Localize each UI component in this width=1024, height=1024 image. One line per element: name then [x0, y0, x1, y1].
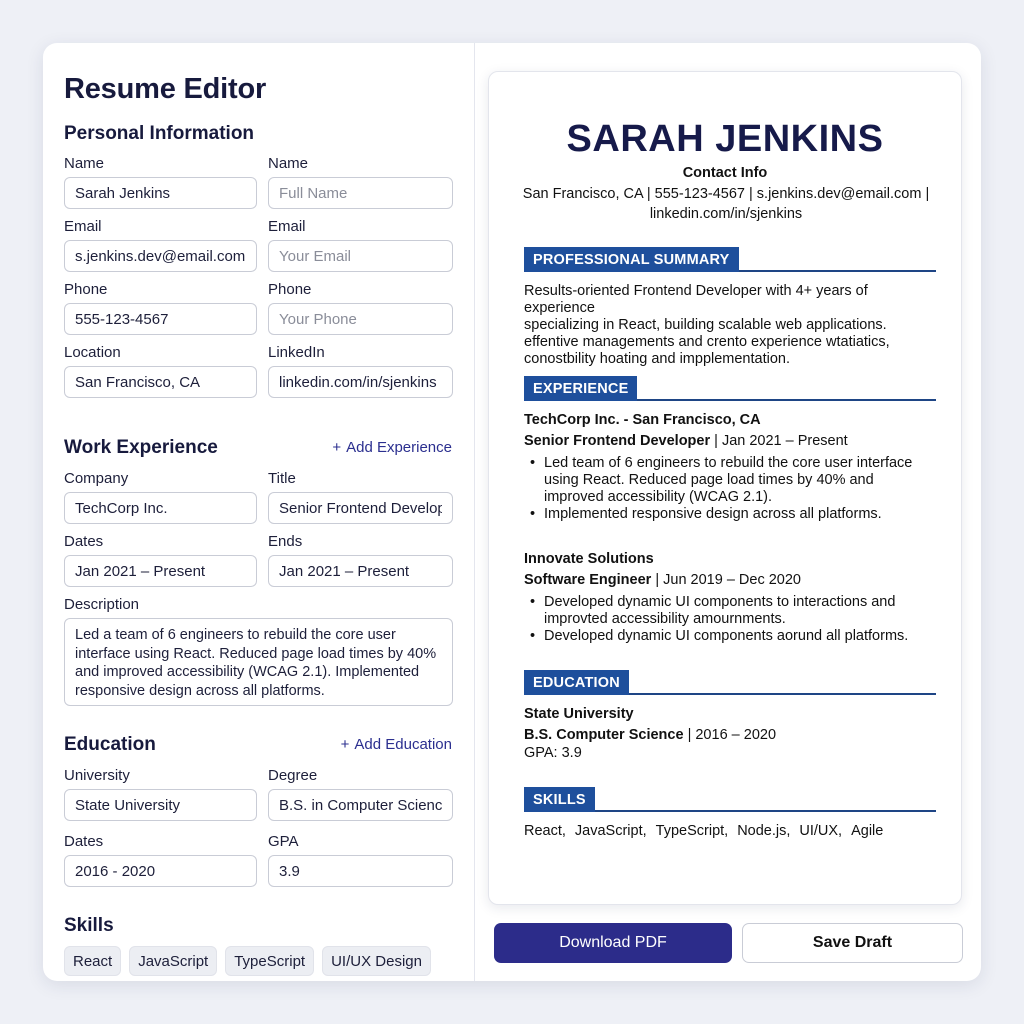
- preview-experience-section-header: [524, 376, 936, 401]
- email-input[interactable]: [64, 240, 257, 272]
- add-education-label: Add Education: [354, 736, 452, 753]
- job-role: Software Engineer | Jun 2019 – Dec 2020: [524, 572, 801, 588]
- preview-name: SARAH JENKINS: [566, 118, 884, 160]
- list-item: • Implemented responsive design across all platforms.: [524, 506, 936, 523]
- job-bullets: [524, 455, 936, 523]
- dates-label: Dates: [64, 533, 104, 550]
- personal-info-heading: Personal Information: [64, 123, 255, 144]
- education-heading: Education: [64, 734, 156, 755]
- preview-skill: Node.js,: [737, 823, 791, 839]
- preview-summary-text: [524, 283, 936, 368]
- education-dates-label: Dates: [64, 833, 104, 850]
- company-input[interactable]: [64, 492, 257, 524]
- preview-skill: JavaScript,: [574, 823, 647, 839]
- name-label: Name: [64, 155, 105, 172]
- name-label-2: Name: [268, 155, 309, 172]
- preview-skills-section-header: [524, 787, 936, 812]
- degree-input[interactable]: [268, 789, 453, 821]
- linkedin-input[interactable]: [268, 366, 453, 398]
- add-experience-link[interactable]: [332, 439, 452, 456]
- ends-label: Ends: [268, 533, 303, 550]
- plus-icon: +: [340, 736, 350, 753]
- preview-gpa: GPA: 3.9: [524, 745, 582, 761]
- phone-label: Phone: [64, 281, 108, 298]
- summary-line: Results-oriented Frontend Developer with 4+ years of experience: [524, 283, 868, 316]
- email-label: Email: [64, 218, 102, 235]
- preview-skill: UI/UX,: [799, 823, 843, 839]
- job-title-input[interactable]: [268, 492, 453, 524]
- preview-skills-list: [524, 823, 883, 839]
- preview-skills-heading: SKILLS: [524, 787, 595, 812]
- summary-line: conostbility hoating and impplementation.: [524, 351, 790, 367]
- skill-chip[interactable]: React: [64, 946, 121, 976]
- plus-icon: +: [332, 439, 342, 456]
- your-email-input[interactable]: [268, 240, 453, 272]
- start-dates-input[interactable]: [64, 555, 257, 587]
- linkedin-label: LinkedIn: [268, 344, 325, 361]
- preview-contact-line: linkedin.com/in/sjenkins: [649, 205, 803, 222]
- your-phone-input[interactable]: [268, 303, 453, 335]
- preview-summary-heading: PROFESSIONAL SUMMARY: [524, 247, 739, 272]
- preview-skill: TypeScript,: [655, 823, 729, 839]
- gpa-label: GPA: [268, 833, 299, 850]
- save-draft-button[interactable]: Save Draft: [742, 923, 963, 963]
- preview-skill: React,: [524, 823, 566, 839]
- preview-summary-section-header: [524, 247, 936, 272]
- location-label: Location: [64, 344, 121, 361]
- skill-chip[interactable]: UI/UX Design: [322, 946, 431, 976]
- summary-line: specializing in React, building scalable web applications.: [524, 317, 887, 333]
- list-item: • Developed dynamic UI components to interactions and improvted accessibility amournments.: [524, 594, 936, 628]
- preview-contact-info: [519, 185, 933, 224]
- degree-label: Degree: [268, 767, 318, 784]
- job-company: Innovate Solutions: [524, 551, 654, 567]
- name-input[interactable]: [64, 177, 257, 209]
- preview-school: State University: [524, 706, 634, 722]
- university-input[interactable]: [64, 789, 257, 821]
- education-dates-input[interactable]: [64, 855, 257, 887]
- editor-panel: [43, 43, 475, 981]
- preview-contact-heading: Contact Info: [682, 165, 768, 181]
- preview-education-section-header: [524, 670, 936, 695]
- job-company: TechCorp Inc. - San Francisco, CA: [524, 412, 761, 428]
- email-label-2: Email: [268, 218, 306, 235]
- skill-chip[interactable]: JavaScript: [129, 946, 217, 976]
- description-label: Description: [64, 596, 140, 613]
- list-item: • Developed dynamic UI components aorund all platforms.: [524, 628, 936, 645]
- skills-heading: Skills: [64, 915, 114, 936]
- university-label: University: [64, 767, 130, 784]
- preview-experience-heading: EXPERIENCE: [524, 376, 637, 401]
- download-pdf-button[interactable]: Download PDF: [494, 923, 732, 963]
- end-dates-input[interactable]: [268, 555, 453, 587]
- resume-editor-app: [43, 43, 981, 981]
- gpa-input[interactable]: [268, 855, 453, 887]
- preview-degree: B.S. Computer Science | 2016 – 2020: [524, 727, 777, 743]
- resume-preview: [488, 71, 962, 905]
- phone-label-2: Phone: [268, 281, 312, 298]
- add-experience-label: Add Experience: [346, 439, 452, 456]
- list-item: • Led team of 6 engineers to rebuild the core user interface using React. Reduced page load times by 40% and improved accessibility (WCAG 2.1).: [524, 455, 936, 506]
- preview-skill: Agile: [851, 823, 884, 839]
- description-textarea[interactable]: [64, 618, 453, 706]
- job-bullets: [524, 594, 936, 645]
- preview-education-heading: EDUCATION: [524, 670, 629, 695]
- skill-chip[interactable]: TypeScript: [225, 946, 314, 976]
- skills-chip-list: [64, 946, 431, 976]
- add-education-link[interactable]: [341, 736, 452, 753]
- full-name-input[interactable]: [268, 177, 453, 209]
- company-label: Company: [64, 470, 129, 487]
- preview-contact-line: San Francisco, CA | 555-123-4567 | s.jenkins.dev@email.com |: [522, 186, 930, 202]
- work-experience-heading: Work Experience: [64, 437, 218, 458]
- phone-input[interactable]: [64, 303, 257, 335]
- job-role: Senior Frontend Developer | Jan 2021 – Present: [524, 433, 848, 449]
- summary-line: effentive managements and crento experience wtatiatics,: [524, 334, 890, 350]
- title-label: Title: [268, 470, 296, 487]
- editor-title: Resume Editor: [64, 73, 267, 105]
- location-input[interactable]: [64, 366, 257, 398]
